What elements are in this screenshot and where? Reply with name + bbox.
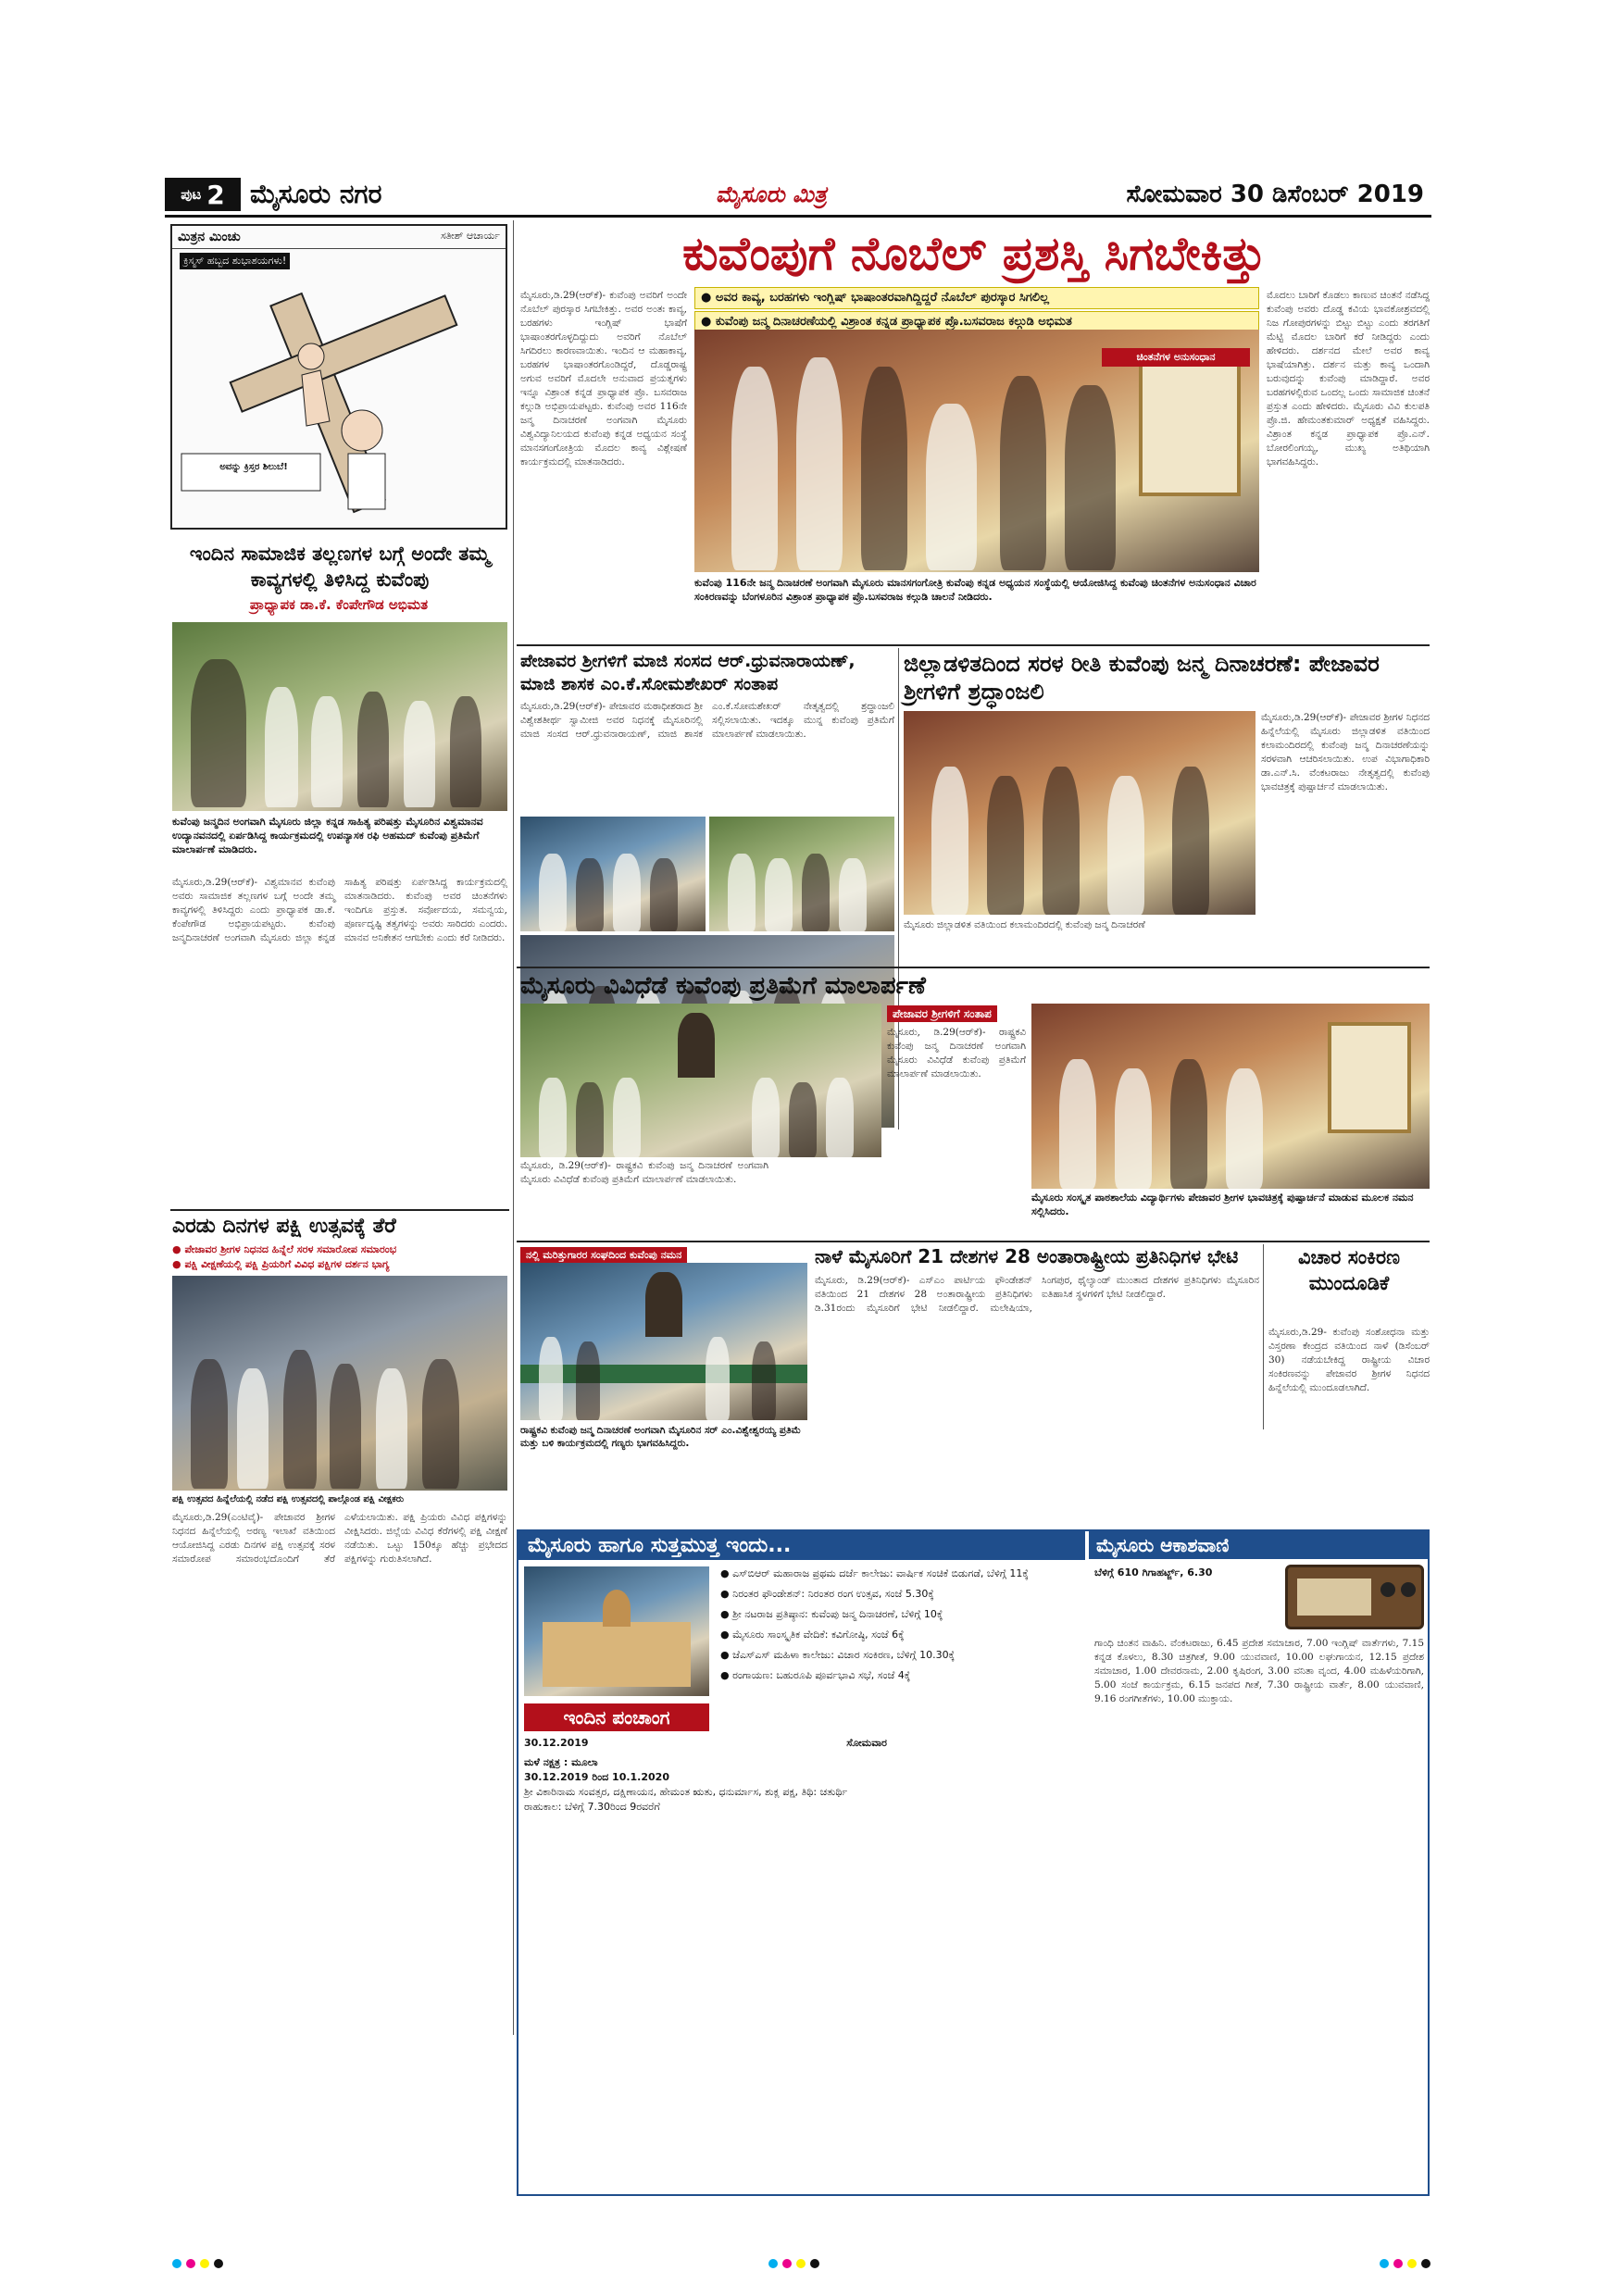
panchanga-row: ಶ್ರೀ ವಿಕಾರಿನಾಮ ಸಂವತ್ಸರ, ದಕ್ಷಿಣಾಯನ, ಹೇಮಂತ ಋತು, ಧನುರ್ಮಾಸ, ಶುಕ್ಲ ಪಕ್ಷ, ತಿಥಿ: ಚತುರ್ಥಿ bbox=[524, 1786, 848, 1798]
panchanga-date: 30.12.2019 bbox=[524, 1737, 589, 1749]
palace-photo bbox=[524, 1566, 709, 1696]
header-rule bbox=[165, 215, 1431, 218]
panchanga-day: ಸೋಮವಾರ bbox=[846, 1737, 887, 1749]
district-ceremony-photo bbox=[904, 711, 1255, 915]
left-story-byline: ಪ್ರಾಧ್ಯಾಪಕ ಡಾ.ಕೆ. ಕೆಂಪೇಗೌಡ ಅಭಿಮತ bbox=[249, 596, 429, 613]
panchanga-dateline bbox=[524, 1737, 887, 1750]
section-rule bbox=[170, 1209, 509, 1211]
panchanga-row: ಮಳೆ ನಕ್ಷತ್ರ : ಮೂಲಾ bbox=[524, 1756, 598, 1768]
today-item: ● ಮೈಸೂರು ಸಾಂಸ್ಕೃತಿಕ ವೇದಿಕೆ: ಕವಿಗೋಷ್ಠಿ, ಸಂಜೆ 6ಕ್ಕೆ bbox=[720, 1628, 905, 1641]
left-story-body: ಮೈಸೂರು,ಡಿ.29(ಆರ್‌ಕೆ)- ವಿಶ್ವಮಾನವ ಕುವೆಂಪು ಅವರು ಸಾಮಾಜಿಕ ತಲ್ಲಣಗಳ ಬಗ್ಗೆ ಅಂದೇ ತಮ್ಮ ಕಾವ್ಯಗಳಲ್ಲಿ ತಿಳಿಸಿದ್ದರು ಎಂದು ಪ್ರಾಧ್ಯಾಪಕ ಡಾ.ಕೆ. ಕೆಂಪೇಗೌಡ ಅಭಿಪ್ರಾಯಪಟ್ಟರು. ಕುವೆಂಪು ಜನ್ಮದಿನಾಚರಣೆ ಅಂಗವಾಗಿ ಮೈಸೂರು ಜಿಲ್ಲಾ ಕನ್ನಡ ಸಾಹಿತ್ಯ ಪರಿಷತ್ತು ಏರ್ಪಡಿಸಿದ್ದ ಕಾರ್ಯಕ್ರಮದಲ್ಲಿ ಮಾತನಾಡಿದರು. ಕುವೆಂಪು ಅವರ ಚಿಂತನೆಗಳು ಇಂದಿಗೂ ಪ್ರಸ್ತುತ. ಸರ್ವೋದಯ, ಸಮನ್ವಯ, ಪೂರ್ಣದೃಷ್ಟಿ ತತ್ವಗಳನ್ನು ಅವರು ಸಾರಿದರು ಎಂದರು. ಮಾನವ ಅನಿಕೇತನ ಆಗಬೇಕು ಎಂದು ಕರೆ ನೀಡಿದರು. bbox=[172, 877, 507, 943]
today-item: ● ರಂಗಾಯಣ: ಬಹುರೂಪಿ ಪೂರ್ವಭಾವಿ ಸಭೆ, ಸಂಜೆ 4ಕ್ಕೆ bbox=[720, 1669, 911, 1681]
statue-tag bbox=[887, 1004, 1026, 1021]
lead-body-col2: ಮೊದಲು ಬಾರಿಗೆ ಕೊಡಲು ಕಾಣುವ ಚಿಂತನೆ ನಡೆಸಿದ್ದ ಕುವೆಂಪು ಅವರು ದೊಡ್ಡ ಕವಿಯ ಭಾವಕೋಶ್ರವದಲ್ಲಿ ನಿಜ ಗೋಪುರಗಳನ್ನು ಬಿಟ್ಟು ಬಿಟ್ಟು ಎಂದು ತರಗತಿಗೆ ಮೆಟ್ಟಿ ಮೊದಲ ಬಾರಿಗೆ ಕರೆ ನೀಡಿದ್ದರು ಎಂದು ಹೇಳಿದರು. ದರ್ಶನದ ಮೇಲೆ ಅವರ ಕಾವ್ಯ ಭಾಷೆಯಾಗಿತ್ತು. ದರ್ಶನ ಮತ್ತು ಕಾವ್ಯ ಒಂದಾಗಿ ಬರುವುದನ್ನು ಕುವೆಂಪು ಮಾಡಿದ್ದಾರೆ. ಅವರ ಬರಹಗಳಲ್ಲಿರುವ ಒಂದಲ್ಲ ಒಂದು ಸಾಮಾಜಿಕ ಚಿಂತನೆ ಪ್ರಸ್ತುತ ಎಂದು ಹೇಳಿದರು. ಮೈಸೂರು ವಿವಿ ಕುಲಪತಿ ಪ್ರೊ.ಜಿ. ಹೇಮಂತಕುಮಾರ್ ಅಧ್ಯಕ್ಷತೆ ವಹಿಸಿದ್ದರು. ವಿಶ್ರಾಂತ ಕನ್ನಡ ಪ್ರಾಧ್ಯಾಪಕ ಪ್ರೊ.ಎನ್. ಬೋರಲಿಂಗಯ್ಯ, ಮುಖ್ಯ ಅತಿಥಿಯಾಗಿ ಭಾಗವಹಿಸಿದ್ದರು. bbox=[1267, 290, 1430, 468]
section-title: ಮೈಸೂರು ನಗರ bbox=[250, 179, 382, 209]
lead-headline: ಕುವೆಂಪುಗೆ ನೊಬೆಲ್ ಪ್ರಶಸ್ತಿ ಸಿಗಬೇಕಿತ್ತು bbox=[682, 227, 1266, 281]
cartoon-box bbox=[170, 224, 507, 530]
rally-tag-label: ನಲ್ಲಿ ಮರಿತ್ತುಗಾರರ ಸಂಘದಿಂದ ಕುವೆಂಪು ನಮನ bbox=[520, 1247, 687, 1263]
masthead-logo: ಮೈಸೂರು ಮಿತ್ರ bbox=[716, 181, 827, 207]
tribute-headline: ಪೇಜಾವರ ಶ್ರೀಗಳಿಗೆ ಮಾಜಿ ಸಂಸದ ಆರ್.ಧ್ರುವನಾರಾಯಣ್, ಮಾಜಿ ಶಾಸಕ ಎಂ.ಕೆ.ಸೋಮಶೇಖರ್ ಸಂತಾಪ bbox=[520, 651, 856, 694]
statue-headline: ಮೈಸೂರು ವಿವಿಧೆಡೆ ಕುವೆಂಪು ಪ್ರತಿಮೆಗೆ ಮಾಲಾರ್ಪಣೆ bbox=[520, 972, 926, 1000]
statue-photo bbox=[520, 1004, 881, 1157]
lead-photo-caption: ಕುವೆಂಪು 116ನೇ ಜನ್ಮ ದಿನಾಚರಣೆ ಅಂಗವಾಗಿ ಮೈಸೂರು ಮಾನಸಗಂಗೋತ್ರಿ ಕುವೆಂಪು ಕನ್ನಡ ಅಧ್ಯಯನ ಸಂಸ್ಥೆಯಲ್ಲಿ ಆಯೋಜಿಸಿದ್ದ ಕುವೆಂಪು ಚಿಂತನೆಗಳ ಅನುಸಂಧಾನ ವಿಚಾರ ಸಂಕಿರಣವನ್ನು ಬೆಂಗಳೂರಿನ ವಿಶ್ರಾಂತ ಪ್ರಾಧ್ಯಾಪಕ ಪ್ರೊ.ಬಸವರಾಜ ಕಲ್ಗುಡಿ ಚಾಲನೆ ನೀಡಿದರು. bbox=[694, 577, 1256, 603]
lead-body-col1: ಮೈಸೂರು,ಡಿ.29(ಆರ್‌ಕೆ)- ಕುವೆಂಪು ಅವರಿಗೆ ಅಂದೇ ನೊಬೆಲ್ ಪುರಸ್ಕಾರ ಸಿಗಬೇಕಿತ್ತು. ಅವರ ಅಂತಃ ಕಾವ್ಯ, ಬರಹಗಳು ಇಂಗ್ಲಿಷ್ ಭಾಷೆಗೆ ಭಾಷಾಂತರಗೊಳ್ಳದಿದ್ದುದು ಅವರಿಗೆ ನೊಬೆಲ್ ಸಿಗದಿರಲು ಕಾರಣವಾಯಿತು. ಇಂದಿನ ಆ ಮಹಾಕಾವ್ಯ, ಬರಹಗಳ ಭಾಷಾಂತರಗೊಂಡಿದ್ದರೆ, ದೊಡ್ಡರಾಷ್ಟ್ರ ಅಗುವ ಅವರಿಗೆ ಮೊದಲೇ ಅನುವಾದ ಪ್ರಯತ್ನಗಳು ಇನ್ನೂ ವಿಶ್ರಾಂತ ಕನ್ನಡ ಪ್ರಾಧ್ಯಾಪಕ ಪ್ರೊ. ಬಸವರಾಜ ಕಲ್ಗುಡಿ ಅಭಿಪ್ರಾಯಪಟ್ಟರು. ಕುವೆಂಪು ಅವರ 116ನೇ ಜನ್ಮ ದಿನಾಚರಣೆ ಅಂಗವಾಗಿ ಮೈಸೂರು ವಿಶ್ವವಿದ್ಯಾನಿಲಯದ ಕುವೆಂಪು ಕನ್ನಡ ಅಧ್ಯಯನ ಸಂಸ್ಥೆ ಮಾನಸಗಂಗೋತ್ರಿಯ ಮೊದಲ ಕಾವ್ಯ ವಿಶ್ಲೇಷಣೆ ಕಾರ್ಯಕ್ರಮದಲ್ಲಿ ಮಾತನಾಡಿದರು. bbox=[520, 290, 687, 468]
rally-tag bbox=[520, 1244, 807, 1262]
today-item: ● ಎಸ್‌ಬಿಆರ್ ಮಹಾರಾಜ ಪ್ರಥಮ ದರ್ಜೆ ಕಾಲೇಜು: ವಾರ್ಷಿಕ ಸಂಚಿಕೆ ಬಿಡುಗಡೆ, ಬೆಳಿಗ್ಗೆ 11ಕ್ಕೆ bbox=[720, 1567, 1029, 1579]
birds-body: ಮೈಸೂರು,ಡಿ.29(ಎಂಟಿವೈ)- ಪೇಜಾವರ ಶ್ರೀಗಳ ನಿಧನದ ಹಿನ್ನೆಲೆಯಲ್ಲಿ ಅರಣ್ಯ ಇಲಾಖೆ ವತಿಯಿಂದ ಆಯೋಜಿಸಿದ್ದ ಎರಡು ದಿನಗಳ ಪಕ್ಷಿ ಉತ್ಸವಕ್ಕೆ ಸರಳ ಸಮಾರೋಪ ಸಮಾರಂಭದೊಂದಿಗೆ ತೆರೆ ಎಳೆಯಲಾಯಿತು. ಪಕ್ಷಿ ಪ್ರಿಯರು ವಿವಿಧ ಪಕ್ಷಿಗಳನ್ನು ವೀಕ್ಷಿಸಿದರು. ಜಿಲ್ಲೆಯ ವಿವಿಧ ಕೆರೆಗಳಲ್ಲಿ ಪಕ್ಷಿ ವೀಕ್ಷಣೆ ನಡೆಯಿತು. ಒಟ್ಟು 150ಕ್ಕೂ ಹೆಚ್ಚು ಪ್ರಭೇದದ ಪಕ್ಷಿಗಳನ್ನು ಗುರುತಿಸಲಾಗಿದೆ. bbox=[172, 1512, 507, 1565]
seminar-headline: ವಿಚಾರ ಸಂಕಿರಣ ಮುಂದೂಡಿಕೆ bbox=[1297, 1246, 1400, 1294]
sanskrit-caption: ಮೈಸೂರು ಸಂಸ್ಕೃತ ಪಾಠಶಾಲೆಯ ವಿದ್ಯಾರ್ಥಿಗಳು ಪೇಜಾವರ ಶ್ರೀಗಳ ಭಾವಚಿತ್ರಕ್ಕೆ ಪುಷ್ಪಾರ್ಚನೆ ಮಾಡುವ ಮೂಲಕ ನಮನ ಸಲ್ಲಿಸಿದರು. bbox=[1031, 1192, 1414, 1217]
lead-bullets bbox=[694, 287, 1259, 333]
portrait-frame bbox=[1139, 357, 1241, 496]
seminar-body: ಮೈಸೂರು,ಡಿ.29- ಕುವೆಂಪು ಸಂಶೋಧನಾ ಮತ್ತು ವಿಸ್ತರಣಾ ಕೇಂದ್ರದ ವತಿಯಿಂದ ನಾಳೆ (ಡಿಸೆಂಬರ್ 30) ನಡೆಯಬೇಕಿದ್ದ ರಾಷ್ಟ್ರೀಯ ವಿಚಾರ ಸಂಕಿರಣವನ್ನು ಪೇಜಾವರ ಶ್ರೀಗಳ ನಿಧನದ ಹಿನ್ನೆಲೆಯಲ್ಲಿ ಮುಂದೂಡಲಾಗಿದೆ. bbox=[1268, 1327, 1430, 1393]
youth-body: ಮೈಸೂರು, ಡಿ.29(ಆರ್‌ಕೆ)- ಎಸ್‌ಎಂ ಪಾರ್ಟಿಯ ಫೌಂಡೇಶನ್ ವತಿಯಿಂದ 21 ದೇಶಗಳ 28 ಅಂತಾರಾಷ್ಟ್ರೀಯ ಪ್ರತಿನಿಧಿಗಳು ಡಿ.31ರಂದು ಮೈಸೂರಿಗೆ ಭೇಟಿ ನೀಡಲಿದ್ದಾರೆ. ಮಲೇಷಿಯಾ, ಸಿಂಗಪುರ, ಥೈಲ್ಯಾಂಡ್ ಮುಂತಾದ ದೇಶಗಳ ಪ್ರತಿನಿಧಿಗಳು ಮೈಸೂರಿನ ಐತಿಹಾಸಿಕ ಸ್ಥಳಗಳಿಗೆ ಭೇಟಿ ನೀಡಲಿದ್ದಾರೆ. bbox=[815, 1275, 1259, 1314]
cartoon-artist: ಸತೀಶ್ ಆಚಾರ್ಯ bbox=[440, 230, 500, 242]
panchanga-row: ರಾಹುಕಾಲ: ಬೆಳಿಗ್ಗೆ 7.30ರಿಂದ 9ರವರೆಗೆ bbox=[524, 1801, 660, 1813]
cartoon-speech: ಅವನ್ನು ಕ್ರಿಸ್ತರ ಶಿಲುಬೆ! bbox=[219, 462, 288, 472]
lead-bullet: ● ಕುವೆಂಪು ಜನ್ಮ ದಿನಾಚರಣೆಯಲ್ಲಿ ವಿಶ್ರಾಂತ ಕನ್ನಡ ಪ್ರಾಧ್ಯಾಪಕ ಪ್ರೊ.ಬಸವರಾಜ ಕಲ್ಗುಡಿ ಅಭಿಮತ bbox=[694, 311, 1259, 333]
birds-bullet: ● ಪೇಜಾವರ ಶ್ರೀಗಳ ನಿಧನದ ಹಿನ್ನೆಲೆ ಸರಳ ಸಮಾರೋಪ ಸಮಾರಂಭ bbox=[172, 1243, 397, 1255]
left-story-headline: ಇಂದಿನ ಸಾಮಾಜಿಕ ತಲ್ಲಣಗಳ ಬಗ್ಗೆ ಅಂದೇ ತಮ್ಮ ಕಾವ್ಯಗಳಲ್ಲಿ ತಿಳಿಸಿದ್ದ ಕುವೆಂಪು bbox=[189, 543, 491, 591]
page-label: ಪುಟ bbox=[181, 186, 202, 203]
youth-headline: ನಾಳೆ ಮೈಸೂರಿಗೆ 21 ದೇಶಗಳ 28 ಅಂತಾರಾಷ್ಟ್ರೀಯ ಪ್ರತಿನಿಧಿಗಳ ಭೇಟಿ bbox=[815, 1245, 1239, 1267]
cartoon-header bbox=[172, 226, 506, 249]
panchanga-title: ಇಂದಿನ ಪಂಚಾಂಗ bbox=[524, 1703, 709, 1731]
today-item: ● ಶ್ರೀ ನಟರಾಜ ಪ್ರತಿಷ್ಠಾನ: ಕುವೆಂಪು ಜನ್ಮ ದಿನಾಚರಣೆ, ಬೆಳಿಗ್ಗೆ 10ಕ್ಕೆ bbox=[720, 1608, 943, 1620]
registration-marks bbox=[768, 2259, 819, 2268]
registration-marks bbox=[172, 2259, 223, 2268]
page-number-box bbox=[165, 178, 241, 211]
today-item: ● ಜೆಎಸ್‌ಎಸ್ ಮಹಿಳಾ ಕಾಲೇಜು: ವಿಚಾರ ಸಂಕಿರಣ, ಬೆಳಿಗ್ಗೆ 10.30ಕ್ಕೆ bbox=[720, 1649, 956, 1661]
panchanga-rows bbox=[524, 1755, 887, 1815]
radio-schedule: ಗಾಂಧಿ ಚಿಂತನ ವಾಹಿನಿ. ವೆಂಕಟರಾಜು, 6.45 ಪ್ರದೇಶ ಸಮಾಚಾರ, 7.00 ಇಂಗ್ಲಿಷ್ ವಾರ್ತೆಗಳು, 7.15 ಕನ್ನಡ ಕೊಳಲು, 8.30 ಚಿತ್ರಗೀತೆ, 9.00 ಯುವವಾಣಿ, 10.00 ಲಘುಗಾಯನ, 12.15 ಪ್ರದೇಶ ಸಮಾಚಾರ, 1.00 ದೇವರನಾಮ, 2.00 ಕೃಷಿರಂಗ, 3.00 ವನಿತಾ ವೃಂದ, 4.00 ಮಹಿಳೆಯರಿಗಾಗಿ, 5.00 ಸಂಜೆ ಕಾರ್ಯಕ್ರಮ, 6.15 ಜನಪದ ಗೀತೆ, 7.30 ರಾಷ್ಟ್ರೀಯ ವಾರ್ತೆ, 8.00 ಯುವವಾಣಿ, 9.16 ರಂಗಗೀತೆಗಳು, 10.00 ಮುಕ್ತಾಯ. bbox=[1094, 1638, 1424, 1704]
registration-marks bbox=[1380, 2259, 1430, 2268]
district-body-right: ಮೈಸೂರು,ಡಿ.29(ಆರ್‌ಕೆ)- ಪೇಜಾವರ ಶ್ರೀಗಳ ನಿಧನದ ಹಿನ್ನೆಲೆಯಲ್ಲಿ ಮೈಸೂರು ಜಿಲ್ಲಾಡಳಿತ ವತಿಯಿಂದ ಕಲಾಮಂದಿರದಲ್ಲಿ ಕುವೆಂಪು ಜನ್ಮ ದಿನಾಚರಣೆಯನ್ನು ಸರಳವಾಗಿ ಆಚರಿಸಲಾಯಿತು. ಉಪ ವಿಭಾಗಾಧಿಕಾರಿ ಡಾ.ಎನ್.ಸಿ. ವೆಂಕಟರಾಜು ನೇತೃತ್ವದಲ್ಲಿ ಕುವೆಂಪು ಭಾವಚಿತ್ರಕ್ಕೆ ಪುಷ್ಪಾರ್ಚನೆ ಮಾಡಲಾಯಿತು. bbox=[1261, 712, 1430, 792]
tribute-body: ಮೈಸೂರು,ಡಿ.29(ಆರ್‌ಕೆ)- ಪೇಜಾವರ ಮಠಾಧೀಶರಾದ ಶ್ರೀ ವಿಶ್ವೇಶತೀರ್ಥ ಸ್ವಾಮೀಜಿ ಅವರ ನಿಧನಕ್ಕೆ ಮೈಸೂರಿನಲ್ಲಿ ಮಾಜಿ ಸಂಸದ ಆರ್.ಧ್ರುವನಾರಾಯಣ್, ಮಾಜಿ ಶಾಸಕ ಎಂ.ಕೆ.ಸೋಮಶೇಖರ್ ನೇತೃತ್ವದಲ್ಲಿ ಶ್ರದ್ಧಾಂಜಲಿ ಸಲ್ಲಿಸಲಾಯಿತು. ಇದಕ್ಕೂ ಮುನ್ನ ಕುವೆಂಪು ಪ್ರತಿಮೆಗೆ ಮಾಲಾರ್ಪಣೆ ಮಾಡಲಾಯಿತು. bbox=[520, 701, 894, 740]
radio-icon bbox=[1285, 1565, 1424, 1629]
cartoon-caption: ಕ್ರಿಸ್ಮಸ್ ಹಬ್ಬದ ಶುಭಾಶಯಗಳು! bbox=[180, 253, 290, 269]
issue-date: ಸೋಮವಾರ 30 ಡಿಸೆಂಬರ್ 2019 bbox=[1126, 181, 1424, 208]
cartoon-title: ಮಿತ್ರನ ಮಿಂಚು bbox=[178, 230, 241, 244]
section-rule bbox=[517, 1241, 1430, 1242]
today-headline: ಮೈಸೂರು ಹಾಗೂ ಸುತ್ತಮುತ್ತ ಇಂದು... bbox=[518, 1531, 1085, 1560]
rally-photo bbox=[520, 1263, 807, 1420]
page-number: 2 bbox=[206, 179, 225, 210]
statue-body-lower: ಮೈಸೂರು, ಡಿ.29(ಆರ್‌ಕೆ)- ರಾಷ್ಟ್ರಕವಿ ಕುವೆಂಪು ಜನ್ಮ ದಿನಾಚರಣೆ ಅಂಗವಾಗಿ ಮೈಸೂರು ವಿವಿಧೆಡೆ ಕುವೆಂಪು ಪ್ರತಿಮೆಗೆ ಮಾಲಾರ್ಪಣೆ ಮಾಡಲಾಯಿತು. bbox=[520, 1160, 768, 1185]
column-divider bbox=[1263, 1244, 1264, 1429]
statue-body: ಮೈಸೂರು, ಡಿ.29(ಆರ್‌ಕೆ)- ರಾಷ್ಟ್ರಕವಿ ಕುವೆಂಪು ಜನ್ಮ ದಿನಾಚರಣೆ ಅಂಗವಾಗಿ ಮೈಸೂರು ವಿವಿಧೆಡೆ ಕುವೆಂಪು ಪ್ರತಿಮೆಗೆ ಮಾಲಾರ್ಪಣೆ ಮಾಡಲಾಯಿತು. bbox=[887, 1027, 1026, 1079]
district-headline: ಜಿಲ್ಲಾಡಳಿತದಿಂದ ಸರಳ ರೀತಿ ಕುವೆಂಪು ಜನ್ಮ ದಿನಾಚರಣೆ: ಪೇಜಾವರ ಶ್ರೀಗಳಿಗೆ ಶ್ರದ್ಧಾಂಜಲಿ bbox=[904, 651, 1380, 705]
sanskrit-students-photo bbox=[1031, 1004, 1430, 1189]
cartoon-drawing bbox=[172, 273, 506, 523]
newspaper-page bbox=[165, 178, 1431, 2200]
section-rule bbox=[517, 644, 1430, 646]
radio-frequency: ಬೆಳಿಗ್ಗೆ 610 ಗಿಗಾಹರ್ಟ್ಜ್, 6.30 bbox=[1094, 1566, 1213, 1578]
panchanga-row: 30.12.2019 ರಿಂದ 10.1.2020 bbox=[524, 1771, 669, 1783]
today-list bbox=[720, 1566, 1081, 1689]
banner-text: ಚಿಂತನೆಗಳ ಅನುಸಂಧಾನ bbox=[1102, 348, 1250, 367]
tribute-photo-2 bbox=[709, 817, 894, 931]
tribute-photo-1 bbox=[520, 817, 706, 931]
today-item: ● ನಿರಂತರ ಫೌಂಡೇಶನ್: ನಿರಂತರ ರಂಗ ಉತ್ಸವ, ಸಂಜೆ 5.30ಕ್ಕೆ bbox=[720, 1588, 934, 1600]
birds-caption: ಪಕ್ಷಿ ಉತ್ಸವದ ಹಿನ್ನೆಲೆಯಲ್ಲಿ ನಡೆದ ಪಕ್ಷಿ ಉತ್ಸವದಲ್ಲಿ ಪಾಲ್ಗೊಂಡ ಪಕ್ಷಿ ವೀಕ್ಷಕರು bbox=[172, 1494, 405, 1504]
birds-bullet: ● ಪಕ್ಷಿ ವೀಕ್ಷಣೆಯಲ್ಲಿ ಪಕ್ಷಿ ಪ್ರಿಯರಿಗೆ ವಿವಿಧ ಪಕ್ಷಿಗಳ ದರ್ಶನ ಭಾಗ್ಯ bbox=[172, 1258, 390, 1270]
birds-bullets bbox=[172, 1242, 507, 1272]
district-body-lower: ಮೈಸೂರು ಜಿಲ್ಲಾಡಳಿತ ವತಿಯಿಂದ ಕಲಾಮಂದಿರದಲ್ಲಿ ಕುವೆಂಪು ಜನ್ಮ ದಿನಾಚರಣೆ bbox=[904, 919, 1145, 930]
statue-garland-photo bbox=[172, 622, 507, 811]
column-divider bbox=[513, 220, 514, 2035]
radio-title: ಮೈಸೂರು ಆಕಾಶವಾಣಿ bbox=[1089, 1531, 1428, 1559]
panchanga-box bbox=[524, 1703, 709, 1731]
rally-caption: ರಾಷ್ಟ್ರಕವಿ ಕುವೆಂಪು ಜನ್ಮ ದಿನಾಚರಣೆ ಅಂಗವಾಗಿ ಮೈಸೂರಿನ ಸರ್ ಎಂ.ವಿಶ್ವೇಶ್ವರಯ್ಯ ಪ್ರತಿಮೆ ಮತ್ತು ಬಳಿ ಕಾರ್ಯಕ್ರಮದಲ್ಲಿ ಗಣ್ಯರು ಭಾಗವಹಿಸಿದ್ದರು. bbox=[520, 1425, 802, 1449]
birds-headline: ಎರಡು ದಿನಗಳ ಪಕ್ಷಿ ಉತ್ಸವಕ್ಕೆ ತೆರೆ bbox=[172, 1215, 396, 1238]
birdwatchers-photo bbox=[172, 1276, 507, 1491]
section-rule bbox=[517, 967, 1430, 968]
lead-ceremony-photo bbox=[694, 330, 1259, 572]
statue-tag-label: ಪೇಜಾವರ ಶ್ರೀಗಳಿಗೆ ಸಂತಾಪ bbox=[887, 1005, 997, 1022]
left-story-photo-caption: ಕುವೆಂಪು ಜನ್ಮದಿನ ಅಂಗವಾಗಿ ಮೈಸೂರು ಜಿಲ್ಲಾ ಕನ್ನಡ ಸಾಹಿತ್ಯ ಪರಿಷತ್ತು ಮೈಸೂರಿನ ವಿಶ್ವಮಾನವ ಉದ್ಯಾನವನದಲ್ಲಿ ಏರ್ಪಡಿಸಿದ್ದ ಕಾರ್ಯಕ್ರಮದಲ್ಲಿ ಉಪನ್ಯಾಸಕ ರಫಿ ಅಹಮದ್ ಕುವೆಂಪು ಪ್ರತಿಮೆಗೆ ಮಾಲಾರ್ಪಣೆ ಮಾಡಿದರು. bbox=[172, 816, 483, 855]
lead-bullet: ● ಅವರ ಕಾವ್ಯ, ಬರಹಗಳು ಇಂಗ್ಲಿಷ್ ಭಾಷಾಂತರವಾಗಿದ್ದಿದ್ದರೆ ನೊಬೆಲ್ ಪುರಸ್ಕಾರ ಸಿಗಲಿಲ್ಲ bbox=[694, 287, 1259, 309]
